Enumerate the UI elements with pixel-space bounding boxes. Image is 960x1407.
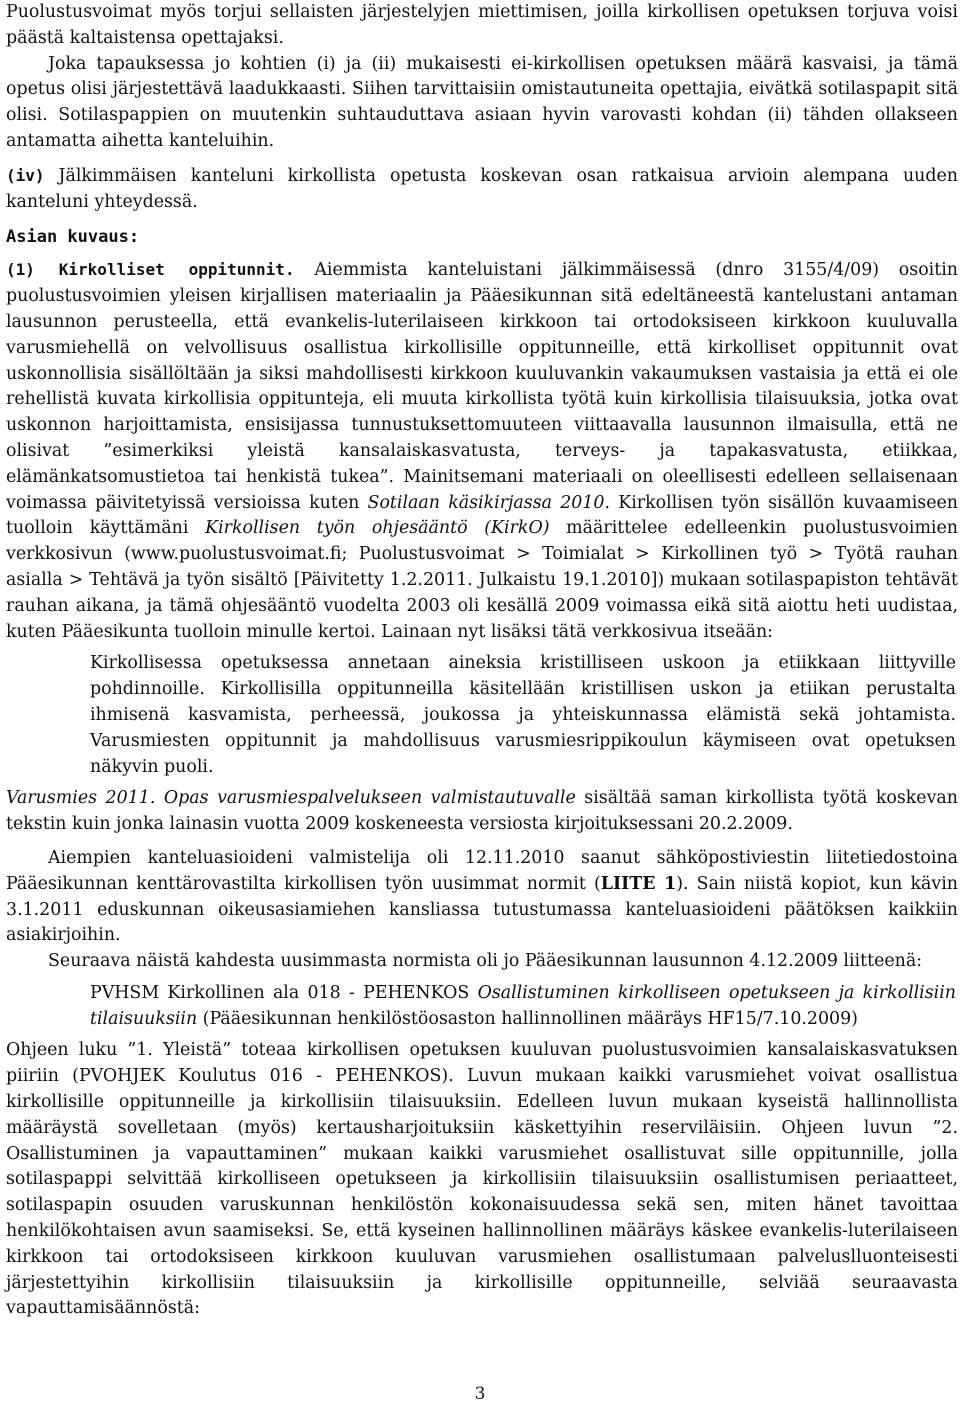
paragraph-liite (6, 846, 958, 949)
paragraph-opinion: Joka tapauksessa jo kohtien (i) ja (ii) mukaisesti ei-kirkollisen opetuksen määrä kasvaisi, ja tämä opetus olisi järjestettävä laadukkaasti. Siihen tarvittaisiin omistautuneita opettajia, eivätkä sotilaspapit sitä olisi. Sotilaspappien on muutenkin suhtauduttava asiaan hyvin varovasti kohdan (ii) tähden ollakseen antamatta aihetta kanteluihin. (6, 53, 958, 151)
norm-ref: (Pääesikunnan henkilöstöosaston hallinnollinen määräys HF15/7.10.2009) (197, 1008, 858, 1029)
paragraph-kirkolliset-oppitunnit (6, 257, 958, 645)
paragraph-liite-text-a: Aiempien kanteluasioideni valmistelija oli 12.11.2010 saanut sähköpostiviestin liitetiedostoina Pääesikunnan kenttärovastilta kirkollisen työn uusimmat normit ( (6, 847, 958, 894)
paragraph-normit: Seuraava näistä kahdesta uusimmasta normista oli jo Pääesikunnan lausunnon 4.12.2009 liitteenä: (48, 951, 923, 972)
paragraph-liite-text-b: ). Sain niistä kopiot, kun kävin 3.1.2011 eduskunnan oikeusasiamiehen kansliassa tutustumassa kanteluasioideni päätöksen kaikkiin asiakirjoihin. (6, 873, 958, 946)
section-heading: Asian kuvaus: (6, 227, 140, 248)
paragraph-1-text-a: Aiemmista kanteluistani jälkimmäisessä (dnro 3155/4/09) osoitin puolustusvoimien yleisen kirjallisen materiaalin ja Pääesikunnan sitä edeltäneestä kantelustani antaman lausunnon perusteella, että evankelis-luterilaiseen kirkkoon tai ortodoksiseen kirkkoon kuuluvalla varusmiehellä on velvollisuus osallistua kirkollisille oppitunneille, että kirkolliset oppitunnit ovat uskonnollisia sisällöltään ja siksi mahdollisesti kirkkoon kuuluvankin vakaumuksen vastaisia ja että ei ole rehellistä kuvata kirkollisia oppitunteja, eli muuta kirkollista työtä kuin kirkollisia tilaisuuksia, jotka ovat uskonnon harjoittamista, ensisijassa tunnustuksettomuuteen viittaavalla lausunnon ilmaisulla, että ne olisivat ”esimerkiksi yleistä kansalaiskasvatusta, terveys- ja tapakasvatusta, etiikkaa, elämänkatsomustietoa tai henkistä tukea”. Mainitsemani materiaali on oleellisesti edelleen sellaisenaan voimassa päivitetyissä versioissa kuten (6, 260, 958, 513)
document-page (6, 0, 958, 1322)
paragraph-1-italic-a: Sotilaan käsikirjassa 2010 (367, 492, 605, 513)
item-label-1: (1) Kirkolliset oppitunnit. (6, 260, 295, 280)
page-number: 3 (474, 1384, 486, 1404)
paragraph-1-text-c: määrittelee edelleenkin puolustusvoimien verkkosivun (www.puolustusvoimat.fi; Puolustusvoimat > Toimialat > Kirkollinen työ > Työtä rauhan asialla > Tehtävä ja työn sisältö [Päivitetty 1.2.2011. Julkaistu 19.1.2010]) mukaan sotilaspapiston tehtävät rauhan aikana, ja tämä ohjesääntö vuodelta 2003 oli kesällä 2009 voimassa eikä sitä aiottu heti uudistaa, kuten Pääesikunta tuolloin minulle kertoi. Lainaan nyt lisäksi tätä verkkosivua itseään: (6, 518, 958, 642)
paragraph-varusmies (6, 786, 958, 838)
attachment-ref: LIITE 1 (600, 873, 677, 894)
block-quote-norm (90, 981, 956, 1033)
paragraph-iv (6, 163, 958, 216)
paragraph-varusmies-title: Varusmies 2011. Opas varusmiespalvelukseen valmistautuvalle (6, 788, 576, 809)
block-quote-web: Kirkollisessa opetuksessa annetaan aineksia kristilliseen uskoon ja etiikkaan liittyville pohdinnoille. Kirkollisilla oppitunneilla käsitellään kristillisen uskon ja etiikan perustalta ihmisenä kasvamista, perheessä, joukossa ja yhteiskunnassa elämistä sekä johtamista. Varusmiesten oppitunnit ja mahdollisuus varusmiesrippikoulun käymiseen ovat opetuksen näkyvin puoli. (90, 653, 956, 777)
paragraph-1-italic-b: Kirkollisen työn ohjesääntö (KirkO) (205, 518, 550, 539)
paragraph-1-text-b: . Kirkollisen työn sisällön kuvaamiseen tuolloin käyttämäni (6, 492, 958, 539)
paragraph-intro: Puolustusvoimat myös torjui sellaisten järjestelyjen miettimisen, joilla kirkollisen opetuksen torjuva voisi päästä kaltaistensa opettajaksi. (6, 2, 958, 48)
norm-code: PVHSM Kirkollinen ala 018 - PEHENKOS (90, 982, 478, 1003)
paragraph-ohje: Ohjeen luku ”1. Yleistä” toteaa kirkollisen opetuksen kuuluvan puolustusvoimien kansalaiskasvatuksen piiriin (PVOHJEK Koulutus 016 - PEHENKOS). Luvun mukaan kaikki varusmiehet voivat osallistua kirkollisille oppitunneille ja kirkollisiin tilaisuuksiin. Edelleen luvun mukaan kyseistä hallinnollista määräystä sovelletaan (myös) kertausharjoituksiin käskettyihin reserviläisiin. Ohjeen luvun ”2. Osallistuminen ja vapauttaminen” mukaan kaikki varusmiehet osallistuvat sille oppitunnille, jolla sotilaspappi selvittää kirkolliseen opetukseen ja kirkollisiin tilaisuuksiin osallistumisen periaatteet, sotilaspapin osuuden varuskunnan henkilöstön kokonaisuudessa sekä sen, miten hänet tavoittaa henkilökohtaisen avun saamiseksi. Se, että kyseinen hallinnollinen määräys käskee evankelis-luterilaiseen kirkkoon tai ortodoksiseen kirkkoon kuuluvan varusmiehen osallistumaan palveluslluonteisesti järjestettyihin kirkollisiin tilaisuuksiin ja kirkollisille oppitunneille, selviää seuraavasta vapauttamisäännöstä: (6, 1040, 958, 1319)
paragraph-iv-text: Jälkimmäisen kanteluni kirkollista opetusta koskevan osan ratkaisua arvioin alempana uuden kanteluni yhteydessä. (6, 165, 958, 212)
paragraph-varusmies-text: sisältää saman kirkollista työtä koskevan tekstin kuin jonka lainasin vuotta 2009 koskeneesta versiosta kirjoituksessani 20.2.2009. (6, 788, 958, 835)
norm-title: Osallistuminen kirkolliseen opetukseen ja kirkollisiin tilaisuuksiin (90, 982, 956, 1029)
item-label-iv: (iv) (6, 165, 45, 185)
